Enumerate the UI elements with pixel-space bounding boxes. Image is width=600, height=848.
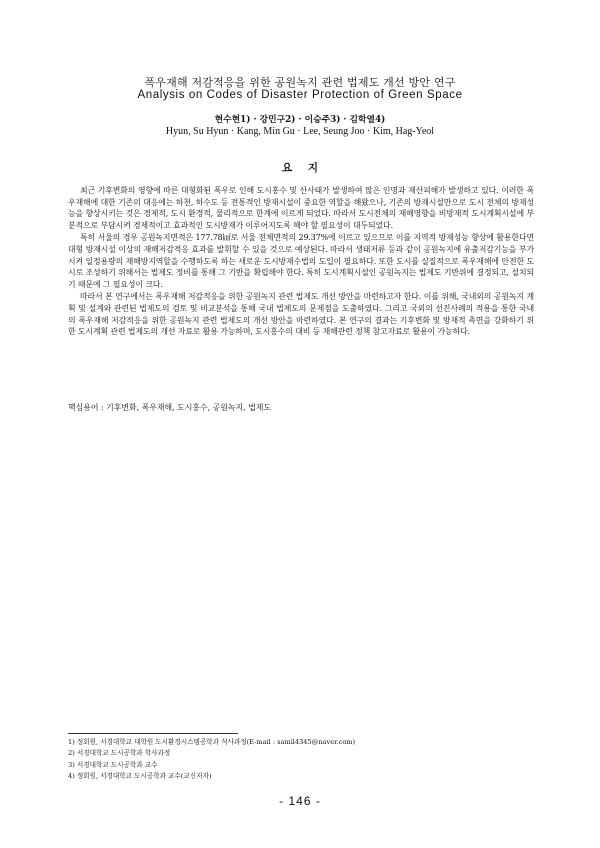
footnote-1: 1) 정회원, 서경대학교 대학원 도시환경시스템공학과 석사과정(E-mail : samil4345@naver.com) — [68, 738, 356, 746]
footnote-3: 3) 서경대학교 도시공학과 교수 — [68, 760, 158, 769]
footnote-2: 2) 서경대학교 도시공학과 학사과정 — [68, 749, 171, 758]
authors-korean: 현수현1) · 강민구2) · 이승주3) · 김학열4) — [214, 115, 386, 125]
abstract-paragraph-3: 따라서 본 연구에서는 폭우재해 저감적응을 위한 공원녹지 관련 법제도 개선 방안을 마련하고자 한다. 이를 위해, 국내외의 공원녹지 계획 및 설계와 관련된 법제도의 검토 및 비교분석을 통해 국내 법제도의 문제점을 도출하였다. 그리고 국외의 선진사례의 적용을 통한 국내의 폭우재해 저감적응을 위한 공원녹지 관련 법제도의 개선 방안을 마련하였다. 본 연구의 결과는 기후변화 및 방재적 측면을 강화하기 위한 도시계획 관련 법제도의 개선 자료로 활용 가능하며, 도시홍수의 대비 등 재해관련 정책 참고자료로 활용이 가능하다. — [68, 292, 534, 337]
footnote-4: 4) 정회원, 서경대학교 도시공학과 교수(교신저자) — [68, 772, 212, 781]
paper-title-english: Analysis on Codes of Disaster Protection of Green Space — [137, 89, 463, 101]
footnotes — [68, 737, 538, 783]
footnote-divider — [68, 733, 238, 734]
paper-title-korean: 폭우재해 저감적응을 위한 공원녹지 관련 법제도 개선 방안 연구 — [144, 76, 456, 89]
keywords-line: 핵심용어 : 기후변화, 폭우재해, 도시홍수, 공원녹지, 법제도 — [68, 403, 272, 412]
abstract-paragraph-1: 최근 기후변화의 영향에 따른 대형화된 폭우로 인해 도시홍수 및 산사태가 발생하여 많은 인명과 재산피해가 발생하고 있다. 이러한 폭우재해에 대한 기존의 대응에는 하천, 하수도 등 전통적인 방재시설이 중요한 역할을 해왔으나, 기존의 방재시설만으로 도시 전체의 방재성능을 향상시키는 것은 경제적, 도시 환경적, 물리적으로 한계에 이르게 되었다. 따라서 도시전체의 재해영향을 비방재적 도시계획시설에 부분적으로 부담시켜 경제적이고 효과적인 도시방재가 이루어지도록 해야 할 필요성이 대두되었다. — [68, 186, 534, 230]
abstract-paragraph-2: 특히 서울의 경우 공원녹지면적은 177.78㎢로 서울 전체면적의 29.37%에 이르고 있으므로 이를 지역적 방재성능 향상에 활용한다면 대형 방재시설 이상의 재해저감적응 효과를 발휘할 수 있을 것으로 예상된다. 따라서 생태저류 등과 같이 공원녹지에 유출저감기능을 부가시켜 일정용량의 재해방지역할을 수행하도록 하는 새로운 도시방재수법의 도입이 필요하다. 또한 도시를 실질적으로 폭우재해에 안전한 도시로 조성하기 위해서는 법제도 정비를 통해 그 기반을 확립해야 한다. 특히 도시계획시설인 공원녹지는 법제도 기반위에 결정되고, 설치되기 때문에 그 필요성이 크다. — [68, 233, 534, 289]
page-number: - 146 - — [279, 794, 321, 808]
abstract-heading: 요 지 — [282, 162, 318, 174]
authors-english: Hyun, Su Hyun · Kang, Min Gu · Lee, Seung Joo · Kim, Hag-Yeol — [165, 126, 435, 137]
abstract-body — [68, 185, 534, 339]
